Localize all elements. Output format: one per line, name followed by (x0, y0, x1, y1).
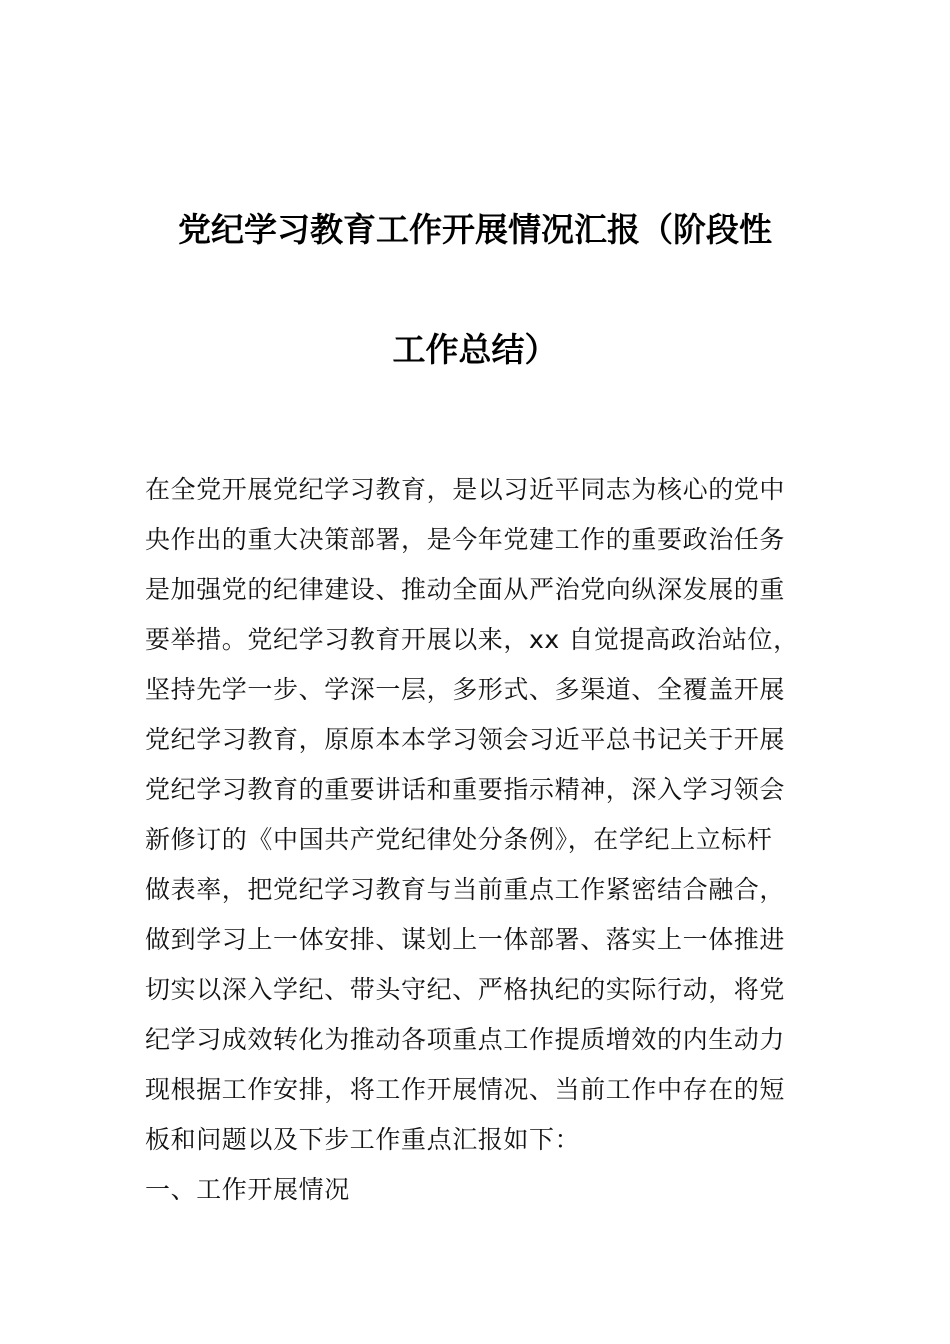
body-line: 切实以深入学纪、带头守纪、严格执纪的实际行动，将党 (145, 975, 786, 1004)
body-line: 板和问题以及下步工作重点汇报如下： (145, 1125, 581, 1154)
body-line: 新修订的《中国共产党纪律处分条例》，在学纪上立标杆 (145, 825, 773, 854)
body-line: 坚持先学一步、学深一层，多形式、多渠道、全覆盖开展 (145, 675, 786, 704)
body-line: 要举措。党纪学习教育开展以来，xx 自觉提高政治站位， (145, 625, 799, 654)
body-line: 做表率，把党纪学习教育与当前重点工作紧密结合融合， (145, 875, 786, 904)
body-line: 做到学习上一体安排、谋划上一体部署、落实上一体推进 (145, 925, 786, 954)
body-line: 央作出的重大决策部署，是今年党建工作的重要政治任务 (145, 525, 786, 554)
document-title-line-2: 工作总结） (392, 330, 558, 369)
section-heading: 一、工作开展情况 (145, 1175, 350, 1204)
body-line: 党纪学习教育的重要讲话和重要指示精神，深入学习领会 (145, 775, 786, 804)
document-title-line-1: 党纪学习教育工作开展情况汇报（阶段性 (178, 210, 772, 249)
body-line: 党纪学习教育，原原本本学习领会习近平总书记关于开展 (145, 725, 786, 754)
body-line: 在全党开展党纪学习教育，是以习近平同志为核心的党中 (145, 475, 786, 504)
body-line: 现根据工作安排，将工作开展情况、当前工作中存在的短 (145, 1075, 786, 1104)
body-line: 纪学习成效转化为推动各项重点工作提质增效的内生动力 (145, 1025, 786, 1054)
body-line: 是加强党的纪律建设、推动全面从严治党向纵深发展的重 (145, 575, 786, 604)
document-body (145, 468, 815, 1218)
